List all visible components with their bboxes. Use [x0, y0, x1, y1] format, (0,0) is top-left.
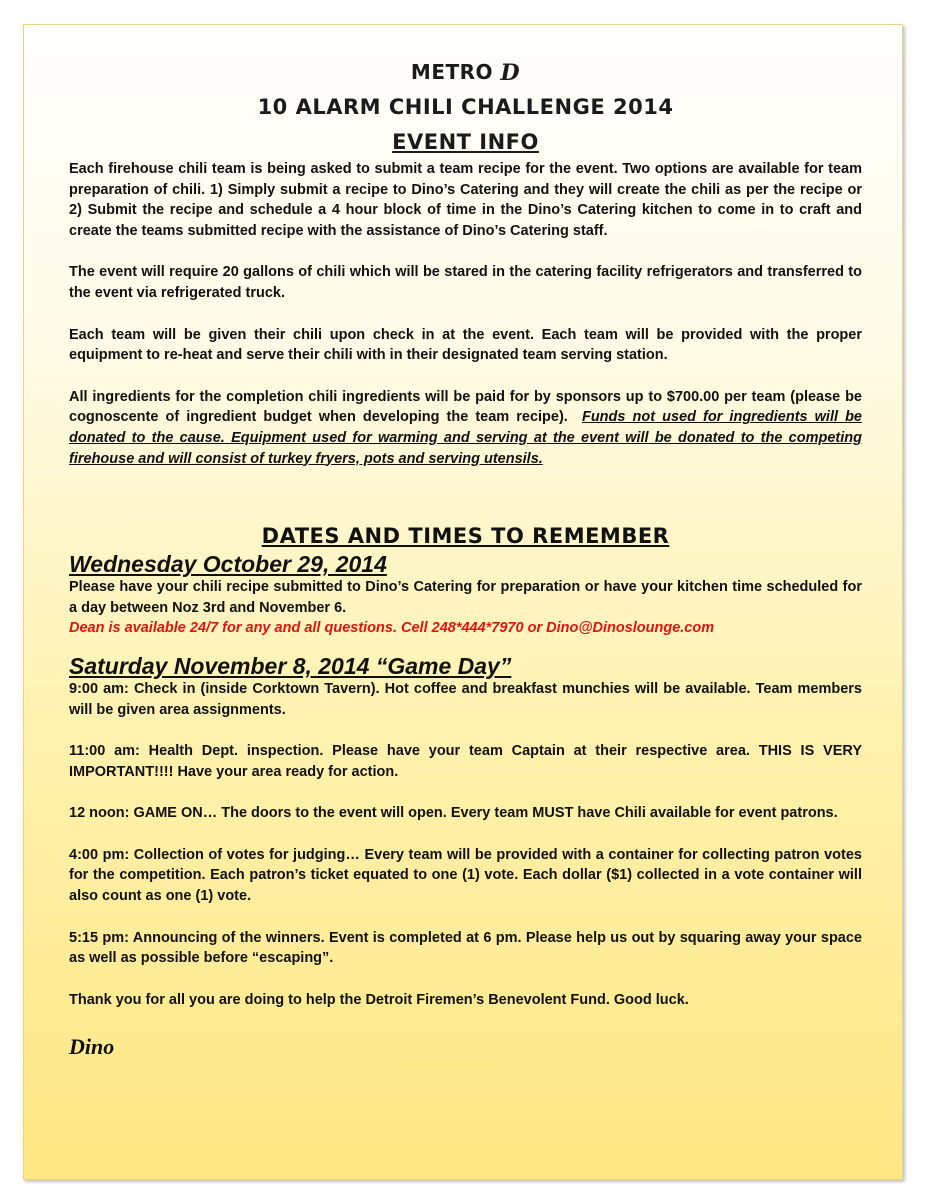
- schedule-item: 9:00 am: Check in (inside Corktown Tavern). Hot coffee and breakfast munchies will be available. Team members will be given area assignments.: [69, 680, 862, 718]
- title-line-3: EVENT INFO: [392, 130, 539, 154]
- detroit-d-logo: D: [500, 60, 521, 86]
- flyer-content: [69, 55, 862, 1060]
- event-info-paragraph-3: Each team will be given their chili upon check in at the event. Each team will be provided with the proper equipment to re-heat and serve their chili with in their designated team serving station.: [69, 326, 862, 364]
- thank-you-note: Thank you for all you are doing to help the Detroit Firemen’s Benevolent Fund. Good luck.: [69, 991, 689, 1008]
- event-info-paragraph-2: The event will require 20 gallons of chili which will be stared in the catering facility refrigerators and transferred to the event via refrigerated truck.: [69, 264, 862, 301]
- dates-section-heading: DATES AND TIMES TO REMEMBER: [261, 524, 670, 549]
- event-info-paragraph-1: Each firehouse chili team is being asked to submit a team recipe for the event. Two options are available for team preparation of chili. 1) Simply submit a recipe to Dino’s Catering and they will create the chili as per the recipe or 2) Submit the recipe and schedule a 4 hour block of time in the Dino’s Catering kitchen to come in to craft and create the teams submitted recipe with the assistance of Dino’s Catering staff.: [69, 161, 862, 239]
- title-prefix: METRO: [410, 60, 494, 84]
- schedule-item: 11:00 am: Health Dept. inspection. Please have your team Captain at their respective area. THIS IS VERY IMPORTANT!!!! Have your area ready for action.: [69, 743, 862, 780]
- schedule-item: 4:00 pm: Collection of votes for judging… Every team will be provided with a container for collecting patron votes for the competition. Each patron’s ticket equated to one (1) vote. Each dollar ($1) collected in a vote container will also count as one (1) vote.: [69, 846, 862, 905]
- flyer-page: [23, 24, 903, 1180]
- schedule-item: 5:15 pm: Announcing of the winners. Event is completed at 6 pm. Please help us out by squaring away your space as well as possible before “escaping”.: [69, 929, 862, 967]
- date-heading-saturday: Saturday November 8, 2014 “Game Day”: [69, 652, 512, 679]
- recipe-submission-text: Please have your chili recipe submitted to Dino’s Catering for preparation or have your kitchen time scheduled for a day between Noz 3rd and November 6.: [69, 579, 862, 616]
- title-line-1: [69, 55, 862, 89]
- contact-info: Dean is available 24/7 for any and all questions. Cell 248*444*7970 or Dino@Dinoslounge.com: [69, 620, 715, 637]
- budget-text: All ingredients for the completion chili ingredients will be paid for by sponsors up to $700.00 per team (please be cognoscente of ingredient budget when developing the team recipe).: [69, 388, 862, 426]
- event-info-paragraph-4: [69, 387, 862, 469]
- title-line-2: 10 ALARM CHILI CHALLENGE 2014: [257, 95, 674, 119]
- signature: Dino: [69, 1034, 115, 1060]
- funds-note: Funds not used for ingredients will be donated to the cause. Equipment used for warming and serving at the event will be donated to the competing firehouse and will consist of turkey fryers, pots and serving utensils.: [69, 409, 862, 467]
- date-heading-wednesday: Wednesday October 29, 2014: [69, 551, 387, 578]
- schedule-item: 12 noon: GAME ON… The doors to the event will open. Every team MUST have Chili available for event patrons.: [69, 805, 838, 822]
